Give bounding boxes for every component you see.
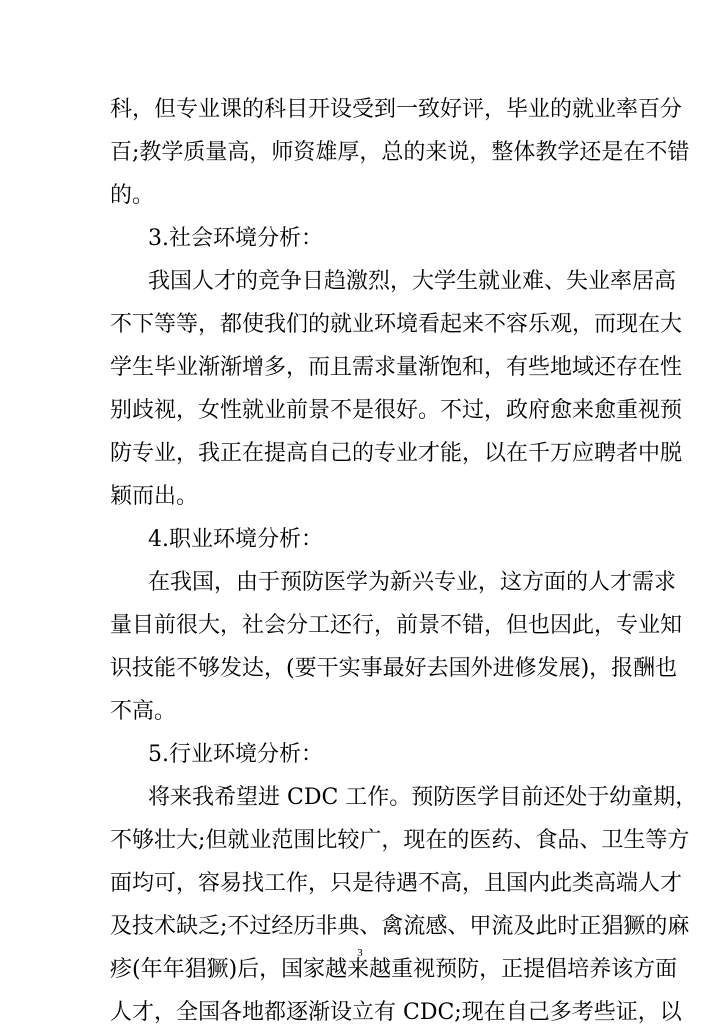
paragraph-line: 面均可，容易找工作，只是待遇不高，且国内此类高端人才 — [110, 871, 683, 896]
section-heading-industry-environment: 5.行业环境分析： — [148, 742, 323, 767]
paragraph-line: 颖而出。 — [110, 484, 199, 509]
paragraph-line: 识技能不够发达，(要干实事最好去国外进修发展)，报酬也 — [110, 656, 678, 681]
paragraph-line: 科，但专业课的科目开设受到一致好评，毕业的就业率百分 — [110, 97, 683, 122]
paragraph-line: 将来我希望进 CDC 工作。预防医学目前还处于幼童期， — [148, 785, 698, 810]
page-number: 3 — [357, 947, 363, 959]
paragraph-line: 不下等等，都使我们的就业环境看起来不容乐观，而现在大 — [110, 312, 683, 337]
paragraph-line: 百;教学质量高，师资雄厚，总的来说，整体教学还是在不错 — [110, 140, 690, 165]
paragraph-line: 防专业，我正在提高自己的专业才能，以在千万应聘者中脱 — [110, 441, 683, 466]
paragraph-line: 不够壮大;但就业范围比较广，现在的医药、食品、卫生等方 — [110, 828, 690, 853]
section-heading-social-environment: 3.社会环境分析： — [148, 226, 323, 251]
paragraph-line: 学生毕业渐渐增多，而且需求量渐饱和，有些地域还存在性 — [110, 355, 683, 380]
section-heading-career-environment: 4.职业环境分析： — [148, 527, 323, 552]
paragraph-line: 及技术缺乏;不过经历非典、禽流感、甲流及此时正猖獗的麻 — [110, 914, 690, 939]
paragraph-line: 人才，全国各地都逐渐设立有 CDC;现在自己多考些证，以 — [110, 1000, 682, 1025]
paragraph-line: 在我国，由于预防医学为新兴专业，这方面的人才需求 — [148, 570, 677, 595]
paragraph-line: 别歧视，女性就业前景不是很好。不过，政府愈来愈重视预 — [110, 398, 683, 423]
paragraph-line: 量目前很大，社会分工还行，前景不错，但也因此，专业知 — [110, 613, 683, 638]
paragraph-line: 我国人才的竞争日趋激烈，大学生就业难、失业率居高 — [148, 269, 677, 294]
document-body — [110, 88, 698, 1034]
paragraph-line: 不高。 — [110, 699, 177, 724]
paragraph-line: 疹(年年猖獗)后，国家越来越重视预防，正提倡培养该方面 — [110, 957, 678, 982]
paragraph-line: 的。 — [110, 183, 155, 208]
